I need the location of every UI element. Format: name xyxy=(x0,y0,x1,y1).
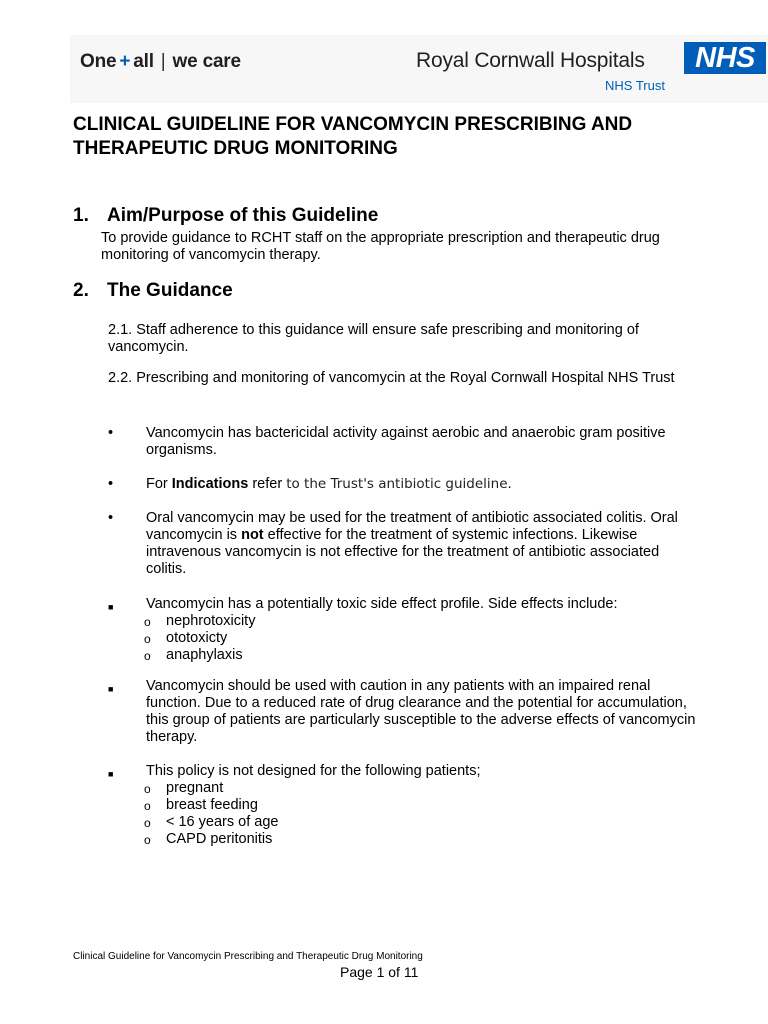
section-1-heading xyxy=(73,204,378,228)
excluded-patients-list xyxy=(146,780,726,848)
list-item xyxy=(146,613,726,630)
bullet-text: Vancomycin should be used with caution in any patients with an impaired renal function. Due to a reduced rate of drug clearance and the potential for accumulation, this group of patients are particularly susceptible to the adverse effects of vancomycin therapy. xyxy=(146,678,696,745)
org-name: Royal Cornwall Hospitals xyxy=(416,49,645,72)
section-1-body: To provide guidance to RCHT staff on the appropriate prescription and therapeutic drug monitoring of vancomycin therapy. xyxy=(101,230,660,263)
paragraph-2-2: 2.2. Prescribing and monitoring of vancomycin at the Royal Cornwall Hospital NHS Trust xyxy=(108,370,675,386)
list-item xyxy=(146,780,726,797)
list-item-text: CAPD peritonitis xyxy=(166,831,273,847)
org-subtitle: NHS Trust xyxy=(605,78,665,93)
section-1-title: Aim/Purpose of this Guideline xyxy=(107,205,379,226)
document-title: CLINICAL GUIDELINE FOR VANCOMYCIN PRESCRIBING AND THERAPEUTIC DRUG MONITORING xyxy=(73,114,633,159)
list-item-text: pregnant xyxy=(166,780,224,796)
section-1-number: 1. xyxy=(73,205,89,226)
slogan-one: One xyxy=(80,51,117,72)
list-item xyxy=(146,630,726,647)
slogan xyxy=(80,51,241,73)
footer-page-number: Page 1 of 11 xyxy=(340,964,419,980)
list-item-text: nephrotoxicity xyxy=(166,613,256,629)
list-item-text: ototoxicty xyxy=(166,630,228,646)
bullet-text-mid: refer xyxy=(248,476,287,492)
bullet-text-post: effective for the treatment of systemic infections. Likewise intravenous vancomycin is not effective for the treatment of antibiotic associated colitis. xyxy=(146,527,660,577)
sub-bullet: o xyxy=(144,782,151,796)
slogan-all: all xyxy=(133,51,154,72)
bullet-square: ■ xyxy=(108,769,114,779)
list-item-text: breast feeding xyxy=(166,797,258,813)
bullet-text: This policy is not designed for the following patients; xyxy=(146,763,481,779)
bullet-renal-caution xyxy=(108,678,706,746)
bullet-text-pre: Oral vancomycin may be used for the treatment of antibiotic associated colitis. Oral vancomycin is xyxy=(146,510,678,543)
sub-bullet: o xyxy=(144,799,151,813)
section-2-heading xyxy=(73,279,233,303)
side-effects-list xyxy=(146,613,726,664)
bullet-dot: • xyxy=(108,510,114,526)
bullet-text: Vancomycin has bactericidal activity against aerobic and anaerobic gram positive organisms. xyxy=(146,425,666,458)
slogan-plus: + xyxy=(119,51,131,72)
bullet-side-effects xyxy=(108,596,726,664)
list-item xyxy=(146,797,726,814)
sub-bullet: o xyxy=(144,649,151,663)
bullet-indications xyxy=(108,476,726,493)
not-bold: not xyxy=(241,527,264,543)
list-item-text: < 16 years of age xyxy=(166,814,279,830)
bullet-dot: • xyxy=(108,425,114,441)
list-item-text: anaphylaxis xyxy=(166,647,243,663)
sub-bullet: o xyxy=(144,632,151,646)
indications-bold: Indications xyxy=(171,476,249,492)
sub-bullet: o xyxy=(144,615,151,629)
bullet-excluded-patients xyxy=(108,763,726,848)
footer-document-name: Clinical Guideline for Vancomycin Prescribing and Therapeutic Drug Monitoring xyxy=(73,951,423,962)
paragraph-2-1: 2.1. Staff adherence to this guidance will ensure safe prescribing and monitoring of vancomycin. xyxy=(108,322,639,355)
bullet-text-pre: For xyxy=(146,476,172,492)
section-2-title: The Guidance xyxy=(107,280,233,301)
list-item xyxy=(146,647,726,664)
slogan-we-care: we care xyxy=(172,51,241,72)
bullet-square: ■ xyxy=(108,602,114,612)
bullet-text-post: . xyxy=(507,476,512,492)
bullet-dot: • xyxy=(108,476,114,492)
nhs-logo: NHS xyxy=(684,42,766,74)
list-item xyxy=(146,831,726,848)
bullet-bactericidal xyxy=(108,425,686,459)
list-item xyxy=(146,814,726,831)
bullet-text: Vancomycin has a potentially toxic side effect profile. Side effects include: xyxy=(146,596,618,612)
trust-guideline-reference: to the Trust's antibiotic guideline xyxy=(286,476,508,492)
bullet-square: ■ xyxy=(108,684,114,694)
section-2-number: 2. xyxy=(73,280,89,301)
sub-bullet: o xyxy=(144,833,151,847)
slogan-divider: | xyxy=(160,51,166,72)
bullet-oral-vancomycin xyxy=(108,510,686,578)
sub-bullet: o xyxy=(144,816,151,830)
